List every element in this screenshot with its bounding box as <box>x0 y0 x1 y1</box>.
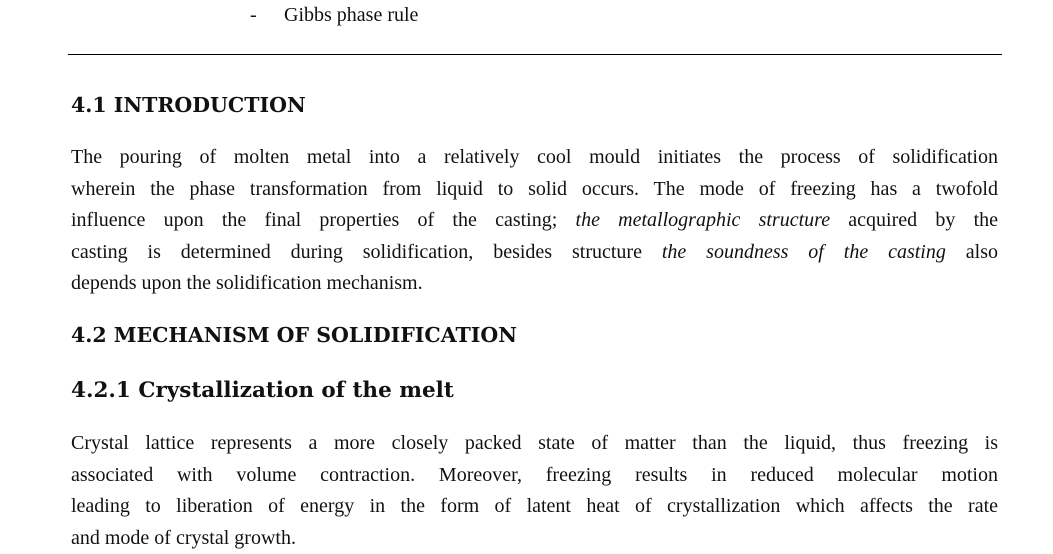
bullet-dash: - <box>250 4 284 27</box>
paragraph-line <box>71 237 998 269</box>
crystallization-paragraph <box>71 428 998 554</box>
paragraph-line: The pouring of molten metal into a relatively cool mould initiates the process of solidification <box>71 142 998 174</box>
paragraph-line: wherein the phase transformation from liquid to solid occurs. The mode of freezing has a twofold <box>71 174 998 206</box>
text-run: also <box>946 241 998 263</box>
paragraph-line <box>71 205 998 237</box>
italic-text-run: the metallographic structure <box>576 209 831 231</box>
paragraph-line: associated with volume contraction. Moreover, freezing results in reduced molecular motion <box>71 460 998 492</box>
section-heading-introduction: 4.1 INTRODUCTION <box>71 93 306 117</box>
paragraph-line: leading to liberation of energy in the form of latent heat of crystallization which affects the rate <box>71 491 998 523</box>
paragraph-line: and mode of crystal growth. <box>71 523 998 554</box>
horizontal-divider <box>68 54 1002 55</box>
italic-text-run: the soundness of the casting <box>662 241 946 263</box>
bullet-item <box>250 4 418 27</box>
text-run: influence upon the final properties of the casting; <box>71 209 576 231</box>
text-run: casting is determined during solidification, besides structure <box>71 241 662 263</box>
paragraph-line: Crystal lattice represents a more closely packed state of matter than the liquid, thus freezing is <box>71 428 998 460</box>
paragraph-line: depends upon the solidification mechanism. <box>71 268 998 300</box>
text-run: acquired by the <box>830 209 998 231</box>
subsection-heading-crystallization: 4.2.1 Crystallization of the melt <box>71 378 454 403</box>
introduction-paragraph <box>71 142 998 300</box>
section-heading-mechanism: 4.2 MECHANISM OF SOLIDIFICATION <box>71 323 517 347</box>
bullet-text: Gibbs phase rule <box>284 4 418 26</box>
